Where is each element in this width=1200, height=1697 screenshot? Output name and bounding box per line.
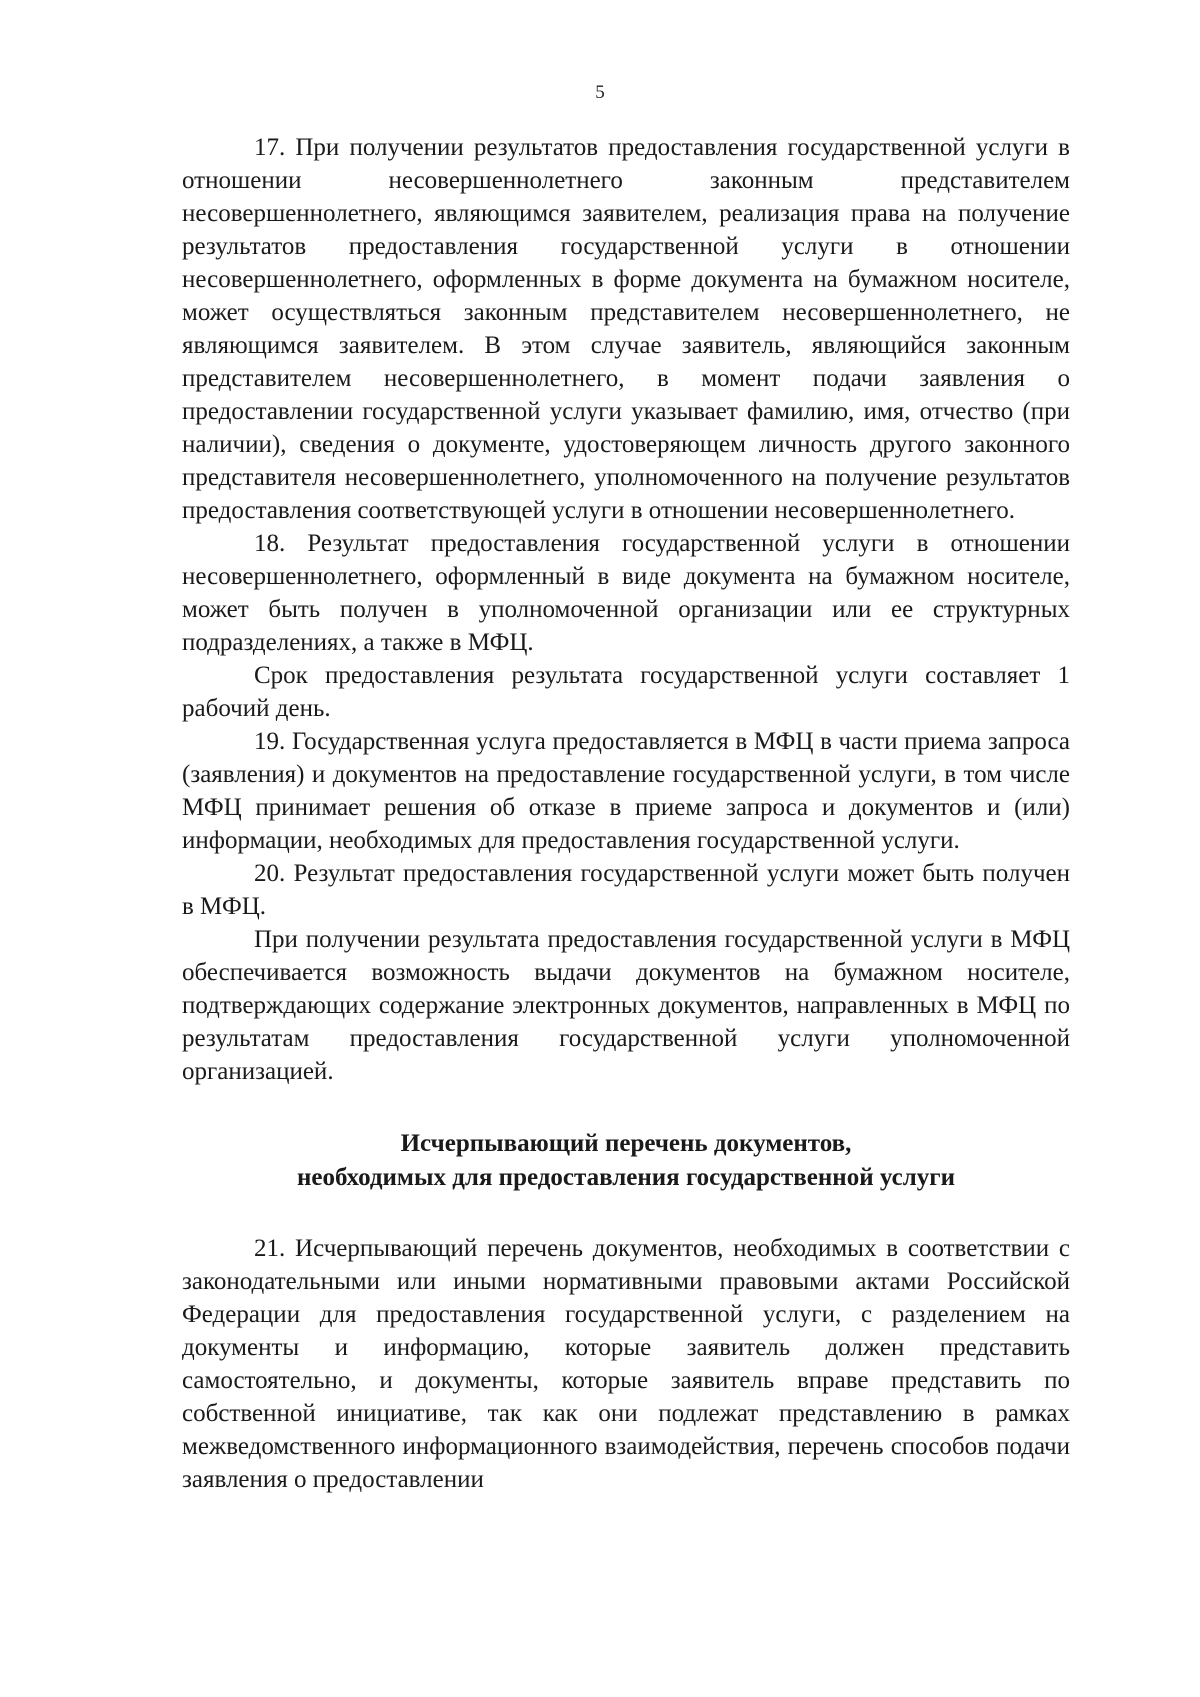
paragraph-17: 17. При получении результатов предоставления государственной услуги в отношении несовершеннолетнего законным представителем несовершеннолетнего, являющимся заявителем, реализация права на получение результатов предоставления государственной услуги в отношении несовершеннолетнего, оформленных в форме документа на бумажном носителе, может осуществляться законным представителем несовершеннолетнего, не являющимся заявителем. В этом случае заявитель, являющийся законным представителем несовершеннолетнего, в момент подачи заявления о предоставлении государственной услуги указывает фамилию, имя, отчество (при наличии), сведения о документе, удостоверяющем личность другого законного представителя несовершеннолетнего, уполномоченного на получение результатов предоставления соответствующей услуги в отношении несовершеннолетнего.: [182, 134, 1070, 524]
paragraph-21: 21. Исчерпывающий перечень документов, необходимых в соответствии с законодательными или иными нормативными правовыми актами Российской Федерации для предоставления государственной услуги, с разделением на документы и информацию, которые заявитель должен представить самостоятельно, и документы, которые заявитель вправе представить по собственной инициативе, так как они подлежат представлению в рамках межведомственного информационного взаимодействия, перечень способов подачи заявления о предоставлении: [182, 1235, 1070, 1493]
page-number: 5: [595, 82, 605, 103]
paragraph-term: Срок предоставления результата государственной услуги составляет 1 рабочий день.: [182, 662, 1070, 722]
section-heading-line-2: необходимых для предоставления государственной услуги: [297, 1164, 955, 1191]
paragraph-19: 19. Государственная услуга предоставляется в МФЦ в части приема запроса (заявления) и документов на предоставление государственной услуги, в том числе МФЦ принимает решения об отказе в приеме запроса и документов и (или) информации, необходимых для предоставления государственной услуги.: [182, 728, 1070, 854]
section-heading-line-1: Исчерпывающий перечень документов,: [400, 1130, 852, 1157]
paragraph-20: 20. Результат предоставления государственной услуги может быть получен в МФЦ.: [182, 860, 1070, 920]
paragraph-18: 18. Результат предоставления государственной услуги в отношении несовершеннолетнего, оформленный в виде документа на бумажном носителе, может быть получен в уполномоченной организации или ее структурных подразделениях, а также в МФЦ.: [182, 530, 1070, 656]
document-body: [182, 131, 1070, 1496]
paragraph-mfc-result: При получении результата предоставления государственной услуги в МФЦ обеспечивается возможность выдачи документов на бумажном носителе, подтверждающих содержание электронных документов, направленных в МФЦ по результатам предоставления государственной услуги уполномоченной организацией.: [182, 926, 1070, 1085]
section-heading: [182, 1127, 1070, 1195]
